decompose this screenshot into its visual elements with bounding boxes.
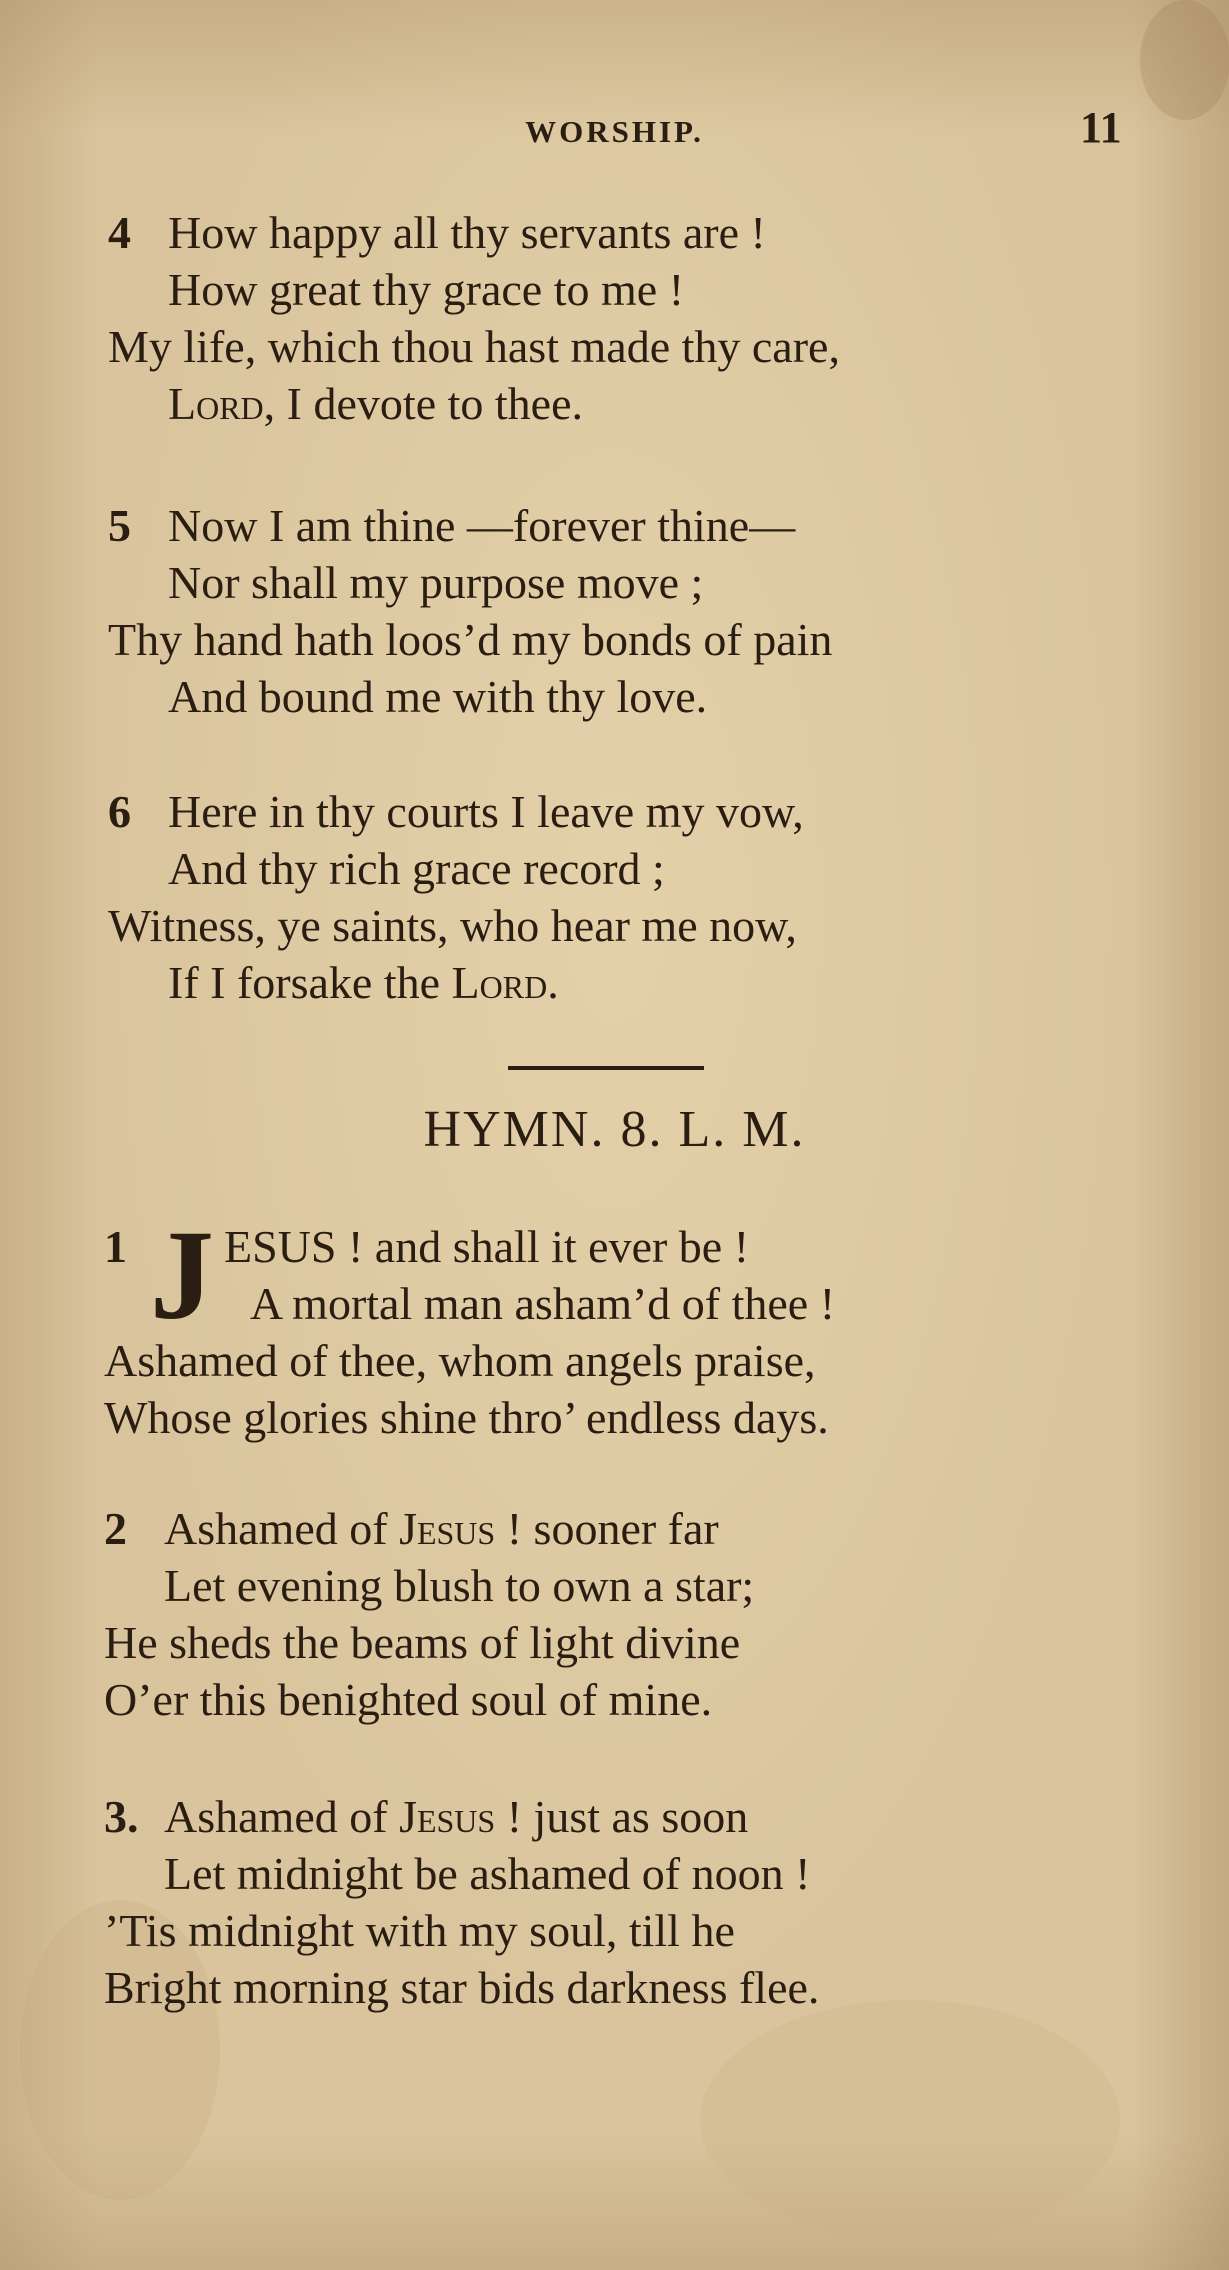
stanza-line: 6 Here in thy courts I leave my vow, (108, 783, 1198, 840)
section-divider (508, 1066, 704, 1070)
stanza-line: And bound me with thy love. (168, 671, 708, 722)
hymn-stanza-3 (104, 1788, 1194, 2016)
stanza-line: And thy rich grace record ; (168, 843, 665, 894)
stanza-line: 3. Ashamed of Jesus ! just as soon (104, 1788, 1194, 1845)
hymn-heading: HYMN. 8. L. M. (423, 1101, 806, 1158)
jesus-small-caps: Jesus (399, 1503, 496, 1554)
page-number: 11 (1080, 103, 1122, 152)
stanza-number: 4 (108, 207, 131, 258)
stanza-6 (108, 783, 1198, 1011)
lord-small-caps: Lord (451, 957, 548, 1008)
stanza-line: O’er this benighted soul of mine. (104, 1674, 713, 1725)
stanza-line: Witness, ye saints, who hear me now, (108, 900, 797, 951)
stanza-line: 5 Now I am thine —forever thine— (108, 497, 1198, 554)
stanza-line: My life, which thou hast made thy care, (108, 321, 840, 372)
lord-small-caps: Lord (168, 378, 264, 429)
stanza-line: Thy hand hath loos’d my bonds of pain (108, 614, 833, 665)
stanza-line: He sheds the beams of light divine (104, 1617, 741, 1668)
stanza-line: Let evening blush to own a star; (164, 1560, 755, 1611)
stanza-line: If I forsake the Lord. (168, 957, 559, 1008)
stanza-line: A mortal man asham’d of thee ! (250, 1278, 836, 1329)
stanza-line: Let midnight be ashamed of noon ! (164, 1848, 811, 1899)
stanza-number: 2 (104, 1503, 127, 1554)
stanza-5 (108, 497, 1198, 725)
stanza-line: 2 Ashamed of Jesus ! sooner far (104, 1500, 1194, 1557)
stanza-line: Whose glories shine thro’ endless days. (104, 1392, 829, 1443)
stanza-line: How great thy grace to me ! (168, 264, 685, 315)
stanza-number: 6 (108, 786, 131, 837)
stanza-number: 5 (108, 500, 131, 551)
paper-stain (700, 2000, 1120, 2240)
stanza-line: 4 How happy all thy servants are ! (108, 204, 1198, 261)
stanza-line: ’Tis midnight with my soul, till he (104, 1905, 735, 1956)
stanza-line: Bright morning star bids darkness flee. (104, 1962, 820, 2013)
stanza-line: Ashamed of thee, whom angels praise, (104, 1335, 816, 1386)
stanza-4 (108, 204, 1198, 432)
stanza-line: Nor shall my purpose move ; (168, 557, 704, 608)
stanza-line: ESUS ! and shall it ever be ! (224, 1221, 750, 1272)
drop-cap: J (150, 1204, 214, 1346)
stanza-number: 3. (104, 1791, 139, 1842)
hymn-stanza-2 (104, 1500, 1194, 1728)
jesus-small-caps: Jesus (399, 1791, 496, 1842)
paper-stain (1140, 0, 1229, 120)
stanza-number: 1 (104, 1221, 127, 1272)
running-title: WORSHIP. (525, 114, 704, 149)
stanza-line: Lord, I devote to thee. (168, 378, 583, 429)
